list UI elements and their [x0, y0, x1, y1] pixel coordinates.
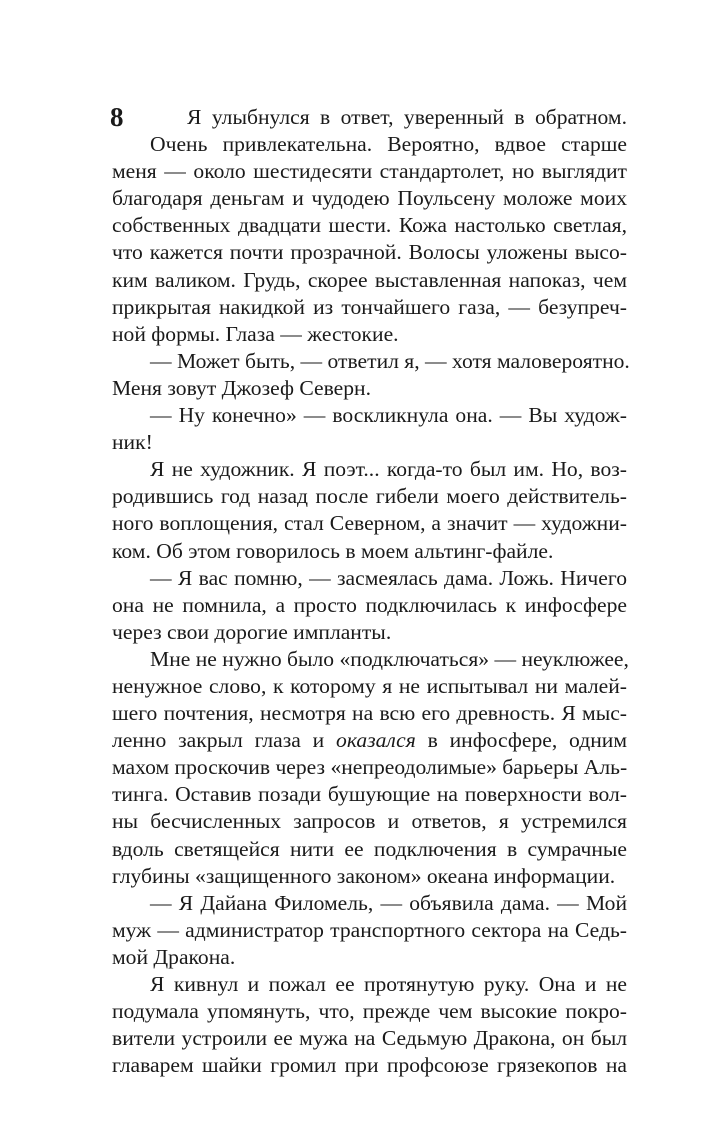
body-text [112, 104, 630, 1079]
text-line: ким валиком. Грудь, скорее выставленная напоказ, чем [112, 267, 627, 292]
text-line: глубины «защищенного законом» океана информации. [112, 863, 616, 888]
text-line: муж — администратор транспортного сектора на Седь- [112, 917, 627, 942]
text-line: махом проскочив через «непреодолимые» барьеры Аль- [112, 755, 628, 780]
text-line: шего почтения, несмотря на всю его древность. Я мыс- [112, 701, 627, 726]
text-line: — Я Дайана Филомель, — объявила дама. — Мой [150, 890, 627, 915]
text-line: главарем шайки громил при профсоюзе грязекопов на [112, 1053, 627, 1078]
text-line: мой Дракона. [112, 944, 236, 969]
text-line: ком. Об этом говорилось в моем альтинг-файле. [112, 538, 554, 563]
text-line: Очень привлекательна. Вероятно, вдвое старше [150, 132, 627, 157]
text-line: Мне не нужно было «подключаться» — неуклюжее, [150, 646, 629, 671]
text-line: ной формы. Глаза — жестокие. [112, 321, 399, 346]
text-segment: ленно закрыл глаза и [112, 728, 325, 753]
text-line: через свои дорогие импланты. [112, 619, 392, 644]
text-line: Меня зовут Джозеф Северн. [112, 375, 372, 400]
text-line: тинга. Оставив позади бушующие на поверхности вол- [112, 782, 627, 807]
page-number: 8 [110, 102, 124, 132]
text-line: собственных двадцати шести. Кожа настолько светлая, [112, 213, 627, 238]
italic-word: оказался [336, 728, 416, 753]
text-line: родившись год назад после гибели моего действитель- [112, 484, 627, 509]
text-line: меня — около шестидесяти стандартолет, но выглядит [112, 159, 627, 184]
text-line: вители устроили ее мужа на Седьмую Дракона, он был [112, 1026, 627, 1051]
text-segment: в инфосфере, одним [427, 728, 627, 753]
text-line: ненужное слово, к которому я не испытывал ни малей- [112, 673, 627, 698]
text-line: — Я вас помню, — засмеялась дама. Ложь. Ничего [150, 565, 627, 590]
text-line [112, 727, 627, 754]
text-line: Я кивнул и пожал ее протянутую руку. Она и не [150, 972, 627, 996]
text-line: благодаря деньгам и чудодею Поульсену моложе моих [112, 186, 627, 211]
text-line: вдоль светящейся нити ее подключения в сумрачные [112, 836, 627, 861]
text-line: — Может быть, — ответил я, — хотя маловероятно. [150, 348, 630, 373]
text-line: прикрытая накидкой из тончайшего газа, — безупреч- [112, 294, 627, 319]
text-line: что кажется почти прозрачной. Волосы уложены высо- [112, 240, 627, 265]
text-line: подумала упомянуть, что, прежде чем высокие покро- [112, 999, 627, 1024]
text-line: ного воплощения, стал Северном, а значит — художни- [112, 511, 627, 536]
text-line: ны бесчисленных запросов и ответов, я устремился [112, 809, 627, 834]
text-line: она не помнила, а просто подключилась к инфосфере [112, 592, 627, 617]
text-line: Я не художник. Я поэт... когда-то был им. Но, воз- [150, 457, 627, 482]
text-line: — Ну конечно» — воскликнула она. — Вы худож- [150, 403, 627, 428]
text-line: Я улыбнулся в ответ, уверенный в обратном. [187, 105, 627, 129]
text-line: ник! [112, 430, 153, 455]
